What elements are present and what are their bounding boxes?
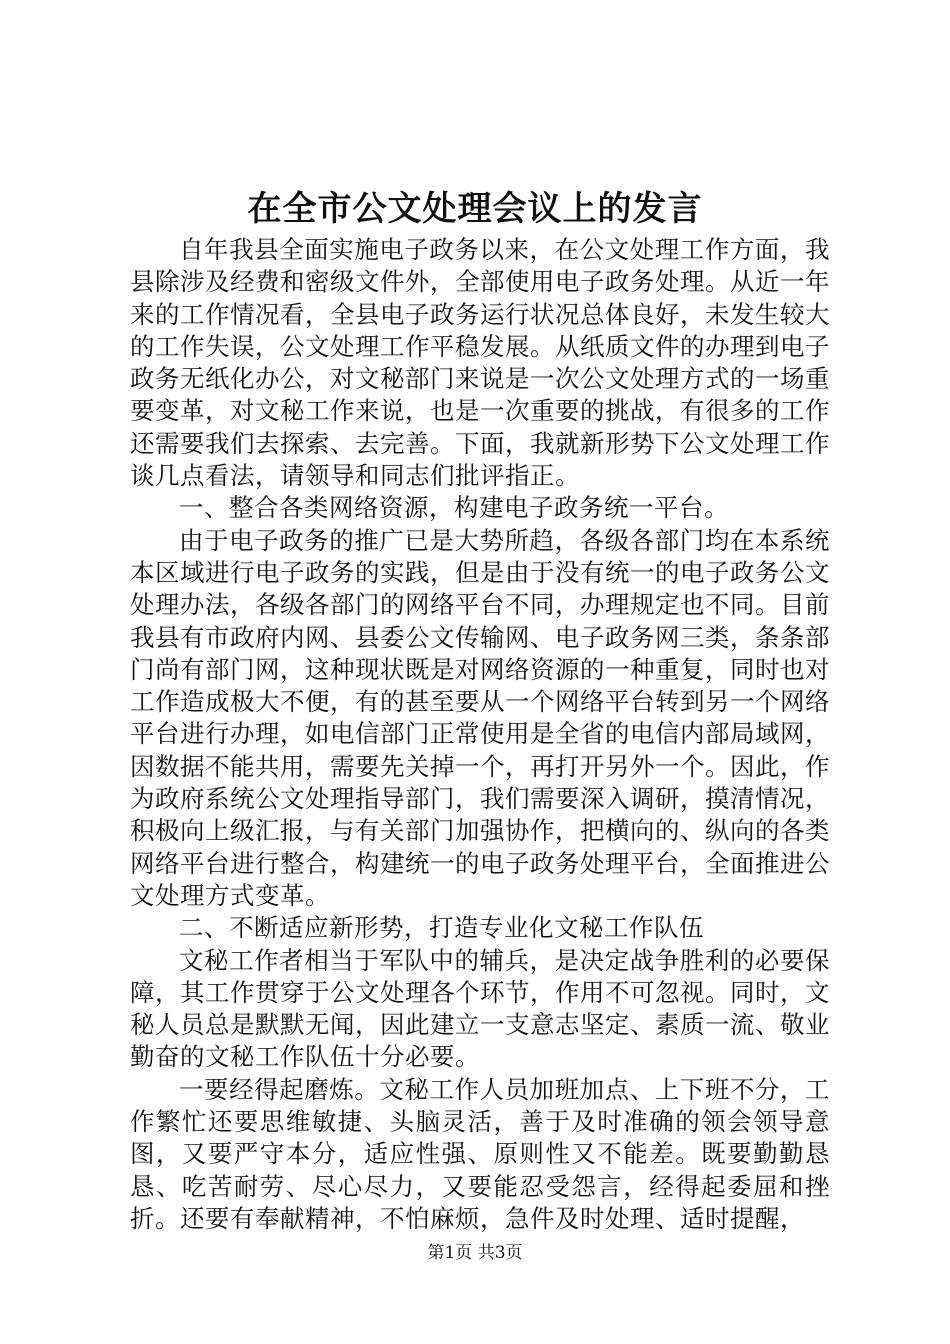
paragraph-intro: 自年我县全面实施电子政务以来，在公文处理工作方面，我县除涉及经费和密级文件外，全部使用电子政务处理。从近一年来的工作情况看，全县电子政务运行状况总体良好，未发生较大的工作失误，公文处理工作平稳发展。从纸质文件的办理到电子政务无纸化办公，对文秘部门来说是一次公文处理方式的一场重要变革，对文秘工作来说，也是一次重要的挑战，有很多的工作还需要我们去探索、去完善。下面，我就新形势下公文处理工作谈几点看法，请领导和同志们批评指正。	[130, 235, 830, 491]
section-heading-2: 二、不断适应新形势，打造专业化文秘工作队伍	[179, 913, 704, 943]
paragraph-point-1: 一要经得起磨炼。文秘工作人员加班加点、上下班不分，工作繁忙还要思维敏捷、头脑灵活，善于及时准确的领会领导意图，又要严守本分，适应性强、原则性又不能差。既要勤勤恳恳、吃苦耐劳、尽心尽力，又要能忍受怨言，经得起委屈和挫折。还要有奉献精神，不怕麻烦，急件及时处理、适时提醒，	[130, 1074, 830, 1233]
page-number-footer: 第1页 共3页	[427, 1243, 523, 1263]
paragraph-section-2: 文秘工作者相当于军队中的辅兵，是决定战争胜利的必要保障，其工作贯穿于公文处理各个环节，作用不可忽视。同时，文秘人员总是默默无闻，因此建立一支意志坚定、素质一流、敬业勤奋的文秘工作队伍十分必要。	[130, 945, 830, 1072]
document-title: 在全市公文处理会议上的发言	[247, 189, 703, 229]
paragraph-section-1: 由于电子政务的推广已是大势所趋，各级各部门均在本系统本区域进行电子政务的实践，但是由于没有统一的电子政务公文处理办法，各级各部门的网络平台不同，办理规定也不同。目前我县有市政府内网、县委公文传输网、电子政务网三类，条条部门尚有部门网，这种现状既是对网络资源的一种重复，同时也对工作造成极大不便，有的甚至要从一个网络平台转到另一个网络平台进行办理，如电信部门正常使用是全省的电信内部局域网，因数据不能共用，需要先关掉一个，再打开另外一个。因此，作为政府系统公文处理指导部门，我们需要深入调研，摸清情况，积极向上级汇报，与有关部门加强协作，把横向的、纵向的各类网络平台进行整合，构建统一的电子政务处理平台，全面推进公文处理方式变革。	[130, 525, 830, 910]
document-body	[130, 234, 830, 1235]
section-heading-1: 一、整合各类网络资源，构建电子政务统一平台。	[179, 493, 729, 523]
